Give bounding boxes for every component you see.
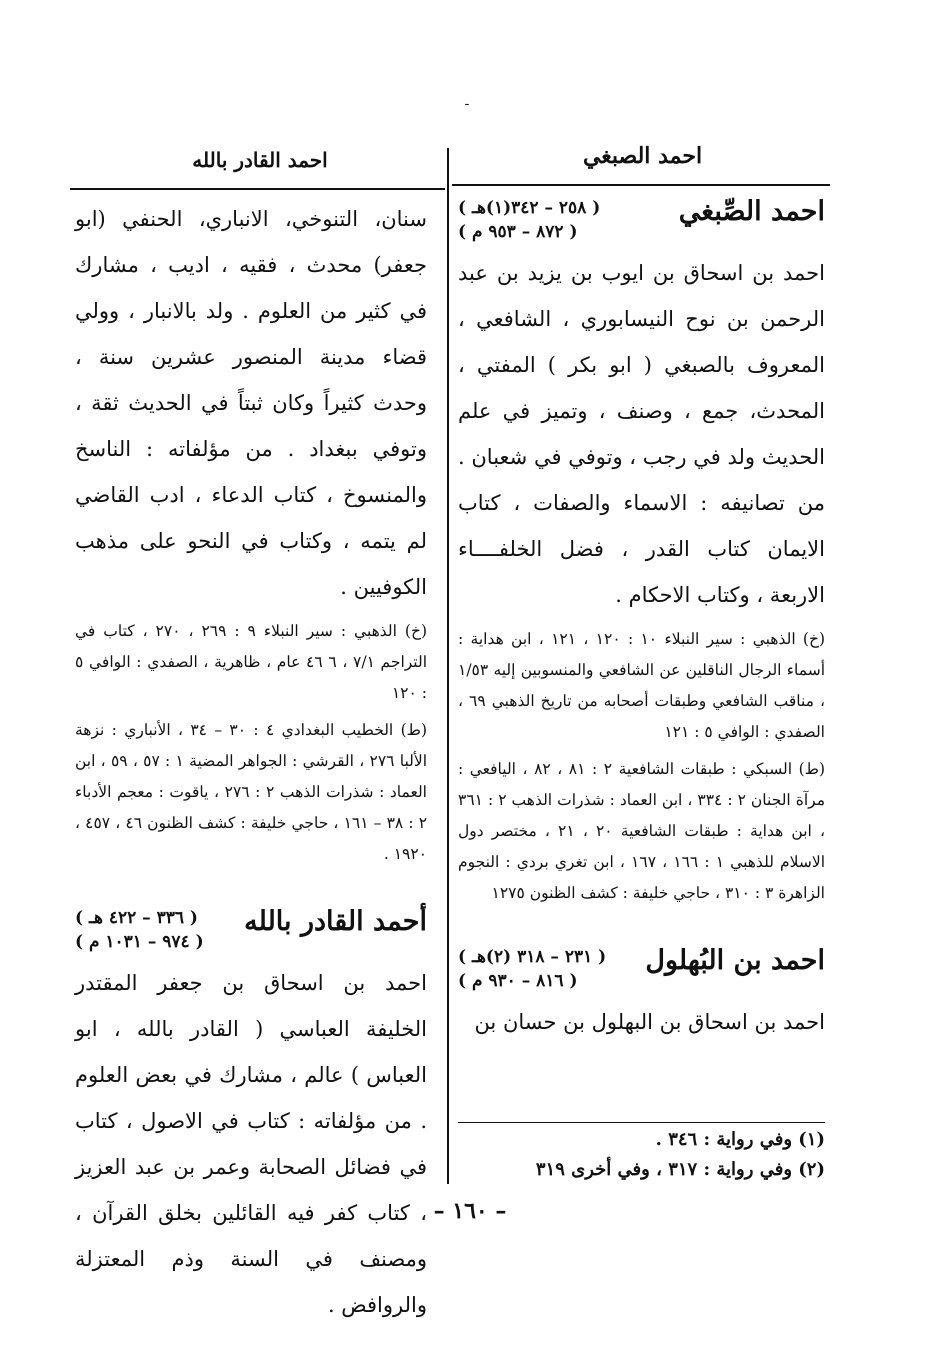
entry-name-buhlul: احمد بن البُهلول (645, 945, 825, 976)
dates-hijri: ( ٢٥٨ – ٣٤٢(١)هـ ) (458, 198, 601, 218)
entry-text-buhlul: احمد بن اسحاق بن البهلول بن حسان بن (474, 1010, 825, 1034)
footnotes (458, 1125, 825, 1185)
dates-gregorian: ( ٨١٦ – ٩٣٠ م ) (458, 971, 578, 991)
entry-text-qadir: احمد بن اسحاق بن جعفر المقتدر الخليفة العباسي ( القادر بالله ، ابو العباس ) عالم ، مشارك في بعض العلوم . من مؤلفاته : كتاب في الاصول ، كتاب في فضائل الصحابة وعمر بن عبد العزيز ، كتاب كفر فيه القائلين بخلق القرآن ، ومصنف في السنة وذم المعتزلة والروافض . (75, 971, 427, 1317)
references-printed-tanukhi: (ط) الخطيب البغدادي ٤ : ٣٠ – ٣٤ ، الأنباري : نزهة الألبا ٢٧٦ ، القرشي : الجواهر المضية ١ : ٥٧ ، ٥٩ ، ابن العماد : شذرات الذهب ٢ : ٢٧٦ ، ياقوت : معجم الأدباء ٢ : ٣٨ – ١٦١ ، حاجي خليفة : كشف الظنون ٤٦ ، ٤٥٧ ، ١٩٢٠ . (75, 721, 428, 863)
running-head-right: احمد الصبغي (582, 143, 703, 169)
entry-text-tanukhi-continued: سنان، التنوخي، الانباري، الحنفي (ابو جعفر) محدث ، فقيه ، اديب ، مشارك في كثير من العلوم . ولد بالانبار ، وولي قضاء مدينة المنصور عشرين سنة ، وحدث كثيراً وكان ثبتاً في الحديث ثقة ، وتوفي ببغداد . من مؤلفاته : الناسخ والمنسوخ ، كتاب الدعاء ، ادب القاضي لم يتمه ، وكتاب في النحو على مذهب الكوفيين . (75, 207, 427, 599)
entry-text-sibghi: احمد بن اسحاق بن ايوب بن يزيد بن عبد الرحمن بن نوح النيسابوري ، الشافعي ، المعروف بالصبغي ( ابو بكر ) المفتي ، المحدث، جمع ، وصنف ، وتميز في علم الحديث ولد في رجب ، وتوفي في شعبان . من تصانيفه : الاسماء والصفات ، كتاب الايمان كتاب القدر ، فضل الخلفــــاء الاربعة ، وكتاب الاحكام . (458, 261, 825, 607)
left-column (75, 196, 427, 1328)
entry-name-sibghi: احمد الصِّبغي (678, 196, 825, 227)
dates-hijri: ( ٢٣١ – ٣١٨ (٢)هـ ) (458, 947, 607, 967)
references-printed-sibghi: (ط) السبكي : طبقات الشافعية ٢ : ٨١ ، ٨٢ ، اليافعي : مرآة الجنان ٢ : ٣٣٤ ، ابن العماد : شذرات الذهب ٢ : ٣٦١ ، ابن هداية : طبقات الشافعية ٢٠ ، ٢١ ، مختصر دول الاسلام للذهبي ١ : ١٦٦ ، ١٦٧ ، ابن تغري بردي : النجوم الزاهرة ٣ : ٣١٠ ، حاجي خليفة : كشف الظنون ١٢٧٥ (458, 760, 826, 902)
entry-spacer (458, 909, 825, 945)
right-column (458, 196, 825, 1045)
entry-name-qadir: أحمد القادر بالله (244, 906, 427, 937)
header-rule-left (70, 188, 445, 190)
footnote-2: (٢) وفي رواية : ٣١٧ ، وفي أخرى ٣١٩ (535, 1159, 825, 1180)
footnote-1: (١) وفي رواية : ٣٤٦ . (655, 1129, 825, 1150)
dates-gregorian: ( ٩٧٤ – ١٠٣١ م ) (75, 932, 204, 952)
dates-hijri: ( ٣٣٦ – ٤٢٢ هـ ) (75, 908, 198, 928)
top-mark: - (464, 96, 470, 112)
header-rule-right (452, 184, 830, 186)
references-manuscripts-tanukhi: (خ) الذهبي : سير النبلاء ٩ : ٢٦٩ ، ٢٧٠ ، كتاب في التراجم ٧/١ ، ٦ ٤٦ عام ، ظاهرية ، الصفدي : الوافي ٥ : ١٢٠ (75, 622, 428, 702)
entry-dates-buhlul (458, 945, 606, 993)
entry-heading-qadir (75, 906, 427, 954)
entry-heading-buhlul (458, 945, 825, 993)
running-head-left: احمد القادر بالله (192, 148, 328, 172)
page-number: – ١٦٠ – (433, 1198, 507, 1224)
references-manuscripts-sibghi: (خ) الذهبي : سير النبلاء ١٠ : ١٢٠ ، ١٢١ ، ابن هداية : أسماء الرجال الناقلين عن الشافعي والمنسوبين إليه ١/٥٣ ، مناقب الشافعي وطبقات أصحابه من تاريخ الذهبي ٦٩ ، الصفدي : الوافي ٥ : ١٢١ (458, 630, 826, 741)
dates-gregorian: ( ٨٧٢ – ٩٥٣ م ) (458, 222, 578, 242)
column-divider (447, 148, 449, 1184)
entry-dates-sibghi (458, 196, 600, 244)
entry-heading-sibghi (458, 196, 825, 244)
entry-dates-qadir (75, 906, 204, 954)
entry-spacer (75, 870, 427, 906)
footnote-rule (458, 1122, 825, 1123)
